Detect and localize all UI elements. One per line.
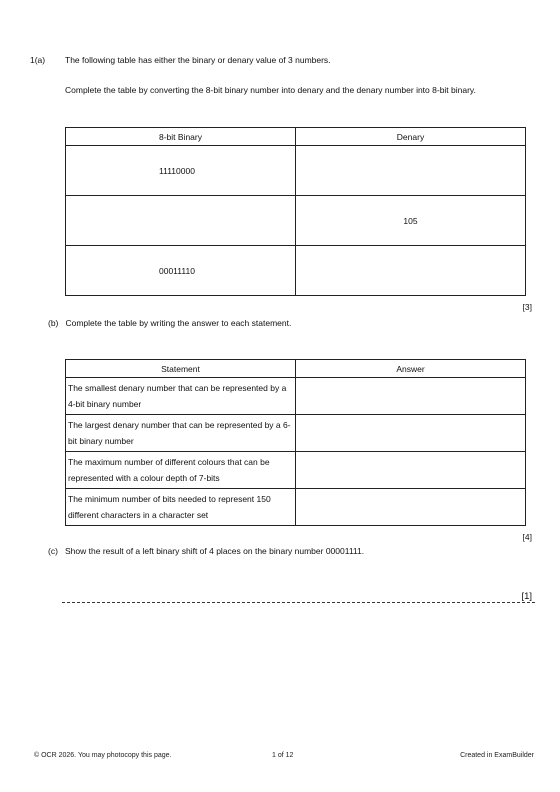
header-binary: 8-bit Binary xyxy=(66,128,296,146)
binary-cell[interactable] xyxy=(66,196,296,246)
table-row xyxy=(66,415,526,452)
table-row xyxy=(66,146,526,196)
footer-creator: Created in ExamBuilder xyxy=(460,752,534,759)
statement-answer-table xyxy=(65,359,526,526)
answer-cell[interactable] xyxy=(296,378,526,415)
question-1a-instruction: Complete the table by converting the 8-bit binary number into denary and the denary number into 8-bit binary. xyxy=(65,85,476,95)
denary-cell[interactable]: 105 xyxy=(296,196,526,246)
binary-cell[interactable]: 11110000 xyxy=(66,146,296,196)
answer-line[interactable] xyxy=(62,602,535,603)
header-statement: Statement xyxy=(66,360,296,378)
denary-cell[interactable] xyxy=(296,246,526,296)
table-row xyxy=(66,489,526,526)
statement-cell: The minimum number of bits needed to represent 150 different characters in a character set xyxy=(66,489,296,526)
answer-cell[interactable] xyxy=(296,415,526,452)
table-row xyxy=(66,246,526,296)
marks-1a: [3] xyxy=(522,302,532,312)
binary-cell[interactable]: 00011110 xyxy=(66,246,296,296)
answer-cell[interactable] xyxy=(296,489,526,526)
table-row xyxy=(66,196,526,246)
table-row xyxy=(66,452,526,489)
answer-cell[interactable] xyxy=(296,452,526,489)
table-row xyxy=(66,378,526,415)
binary-denary-table xyxy=(65,127,526,296)
statement-cell: The smallest denary number that can be represented by a 4-bit binary number xyxy=(66,378,296,415)
footer-page-number: 1 of 12 xyxy=(272,752,294,759)
question-1a-text: The following table has either the binary or denary value of 3 numbers. xyxy=(65,55,331,65)
header-denary: Denary xyxy=(296,128,526,146)
question-1c-text: (c) Show the result of a left binary shift of 4 places on the binary number 00001111. xyxy=(48,546,365,556)
header-answer: Answer xyxy=(296,360,526,378)
question-number: 1(a) xyxy=(30,55,46,65)
footer-copyright: © OCR 2026. You may photocopy this page. xyxy=(34,752,172,759)
marks-1b: [4] xyxy=(522,532,532,542)
statement-cell: The largest denary number that can be represented by a 6-bit binary number xyxy=(66,415,296,452)
question-1b-text: (b) Complete the table by writing the answer to each statement. xyxy=(48,318,292,328)
statement-cell: The maximum number of different colours that can be represented with a colour depth of 7-bits xyxy=(66,452,296,489)
denary-cell[interactable] xyxy=(296,146,526,196)
marks-1c: [1] xyxy=(521,591,532,602)
